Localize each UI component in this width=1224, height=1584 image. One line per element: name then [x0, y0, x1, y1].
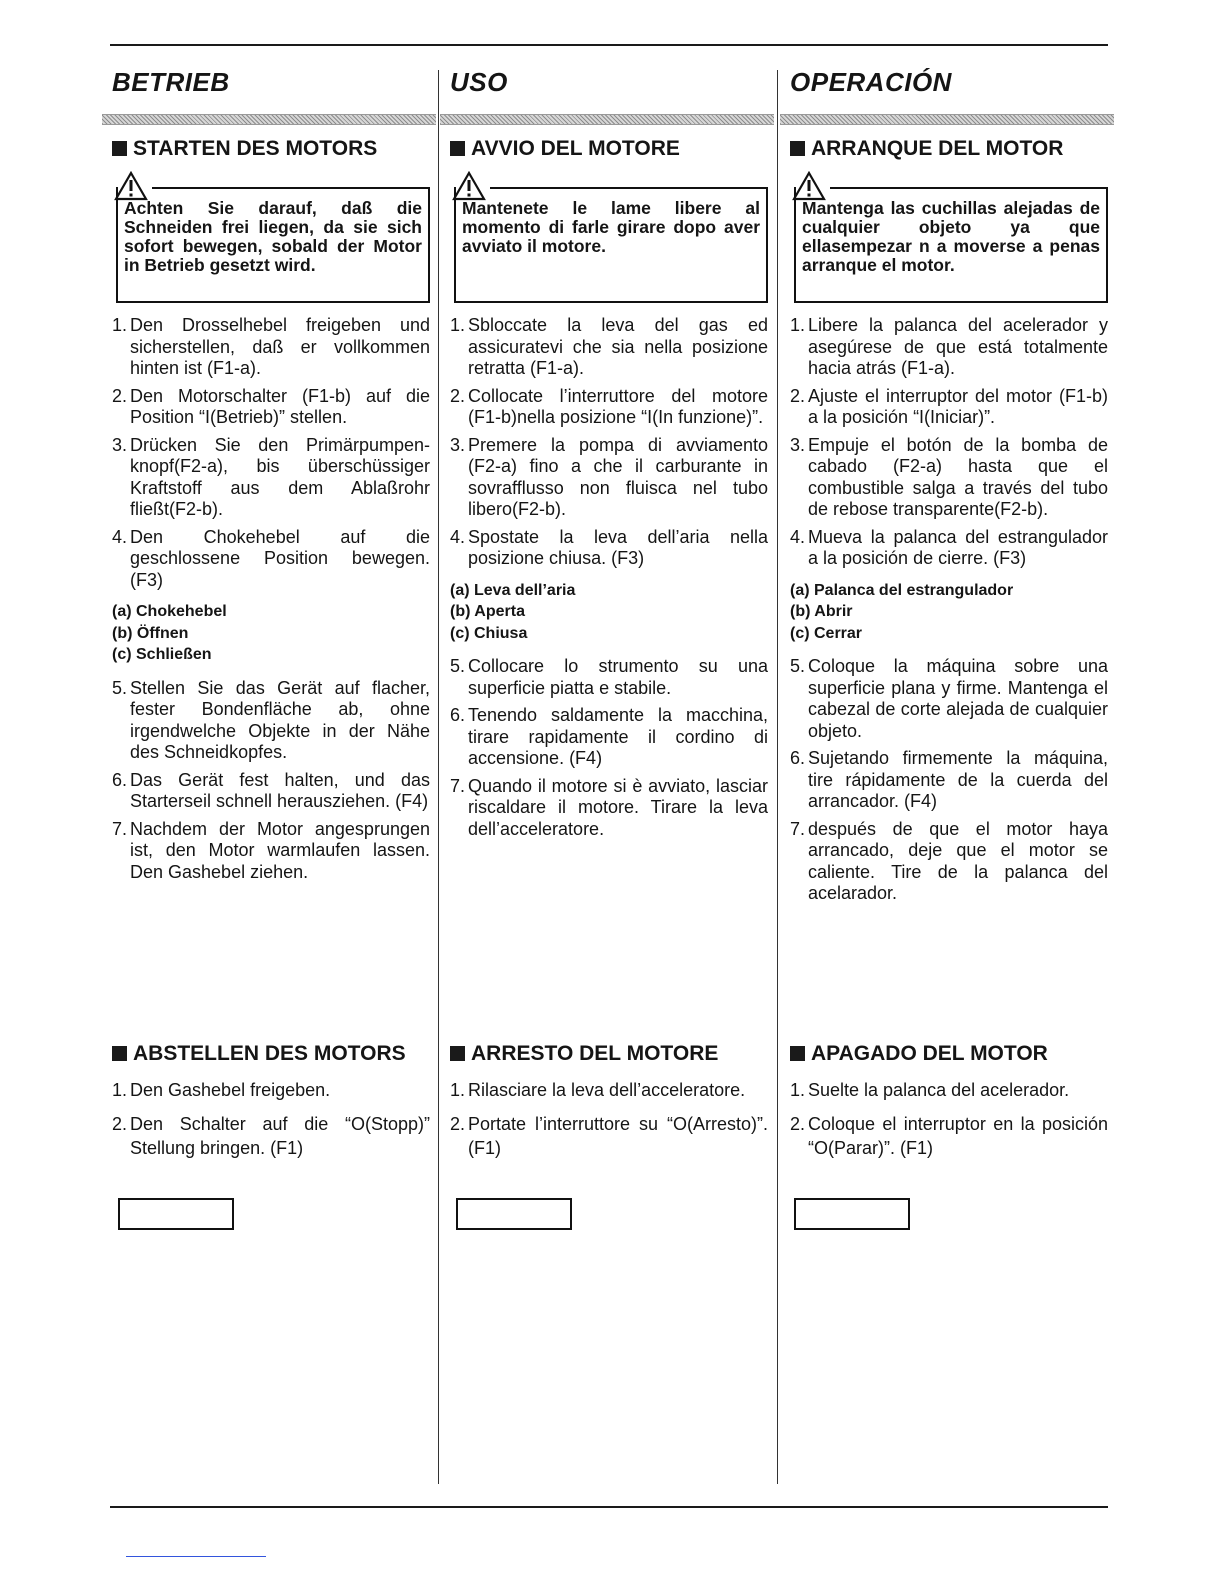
column-italian [450, 62, 768, 840]
list-item: 7. después de que el motor haya arrancado, deje que el motor se caliente. Tire de la palanca del acelarador. [790, 818, 1108, 903]
bottom-rule [110, 1506, 1108, 1508]
legend-item: (a) Leva dell’aria [450, 581, 576, 599]
list-item: 3. Empuje el botón de la bomba de cabado (F2-a) hasta que el combustible salga a través del tubo de rebose transparente(F2-b). [790, 434, 1108, 519]
list-item: 7. Quando il motore si è avviato, lasciar riscaldare il motore. Tirare la leva dell’acceleratore. [450, 775, 768, 839]
column-spanish [790, 62, 1108, 905]
section-heading-start: AVVIO DEL MOTORE [450, 135, 768, 163]
list-item: 6. Sujetando firmemente la máquina, tire rápidamente de la cuerda del arrancador. (F4) [790, 748, 1108, 811]
list-item: 2. Portate l’interruttore su “O(Arresto)”. (F1) [450, 1114, 768, 1158]
list-item: 5. Collocare lo strumento su una superficie piatta e stabile. [450, 656, 768, 698]
section-heading-start: ARRANQUE DEL MOTOR [790, 135, 1108, 163]
empty-frame-box [118, 1198, 234, 1230]
list-item: 4. Mueva la palanca del estrangulador a la posición de cierre. (F3) [790, 526, 1108, 568]
list-item: 1. Den Gashebel freigeben. [112, 1080, 331, 1100]
list-item: 1. Den Drosselhebel freigeben und sicherstellen, daß er vollkommen hinten ist (F1-a). [112, 315, 430, 378]
stop-section-italian [450, 1040, 768, 1160]
top-rule [110, 44, 1108, 46]
stop-steps [450, 1078, 768, 1160]
column-divider [438, 70, 439, 1484]
hatched-divider [102, 114, 436, 125]
legend-item: (a) Chokehebel [112, 603, 227, 620]
list-item: 2. Den Motorschalter (F1-b) auf die Position “I(Betrieb)” stellen. [112, 385, 430, 427]
empty-frame-box [794, 1198, 910, 1230]
warning-panel [450, 171, 768, 303]
start-steps [450, 315, 768, 570]
legend-item: (b) Aperta [450, 603, 525, 620]
legend-item: (b) Öffnen [112, 624, 189, 642]
column-divider [777, 70, 778, 1484]
legend-item: (c) Schließen [112, 646, 212, 663]
list-item: 3. Premere la pompa di avviamento (F2-a) fino a che il carburante in sovrafflusso non fluisca nel tubo libero(F2-b). [450, 434, 768, 519]
stop-section-german [112, 1040, 430, 1160]
list-item: 1. Suelte la palanca del acelerador. [790, 1080, 1070, 1100]
section-heading-start: STARTEN DES MOTORS [112, 135, 430, 163]
footer-link-underline [126, 1556, 266, 1557]
list-item: 4. Spostate la leva dell’aria nella posizione chiusa. (F3) [450, 526, 768, 568]
list-item: 5. Coloque la máquina sobre una superficie plana y firme. Mantenga el cabezal de corte alejada de cualquier objeto. [790, 656, 1108, 741]
column-german [112, 62, 430, 883]
stop-steps [112, 1078, 430, 1160]
list-item: 2. Den Schalter auf die “O(Stopp)” Stellung bringen. (F1) [112, 1114, 430, 1158]
start-steps-continued [450, 656, 768, 840]
list-item: 2. Ajuste el interruptor del motor (F1-b) a la posición “I(Iniciar)”. [790, 385, 1108, 427]
warning-panel [790, 171, 1108, 303]
bullet-square-icon [790, 141, 805, 156]
figure-legend [450, 580, 768, 645]
list-item: 5. Stellen Sie das Gerät auf flacher, fester Bondenfläche ab, ohne irgendwelche Objekte in der Nähe des Schneidkopfes. [112, 677, 430, 762]
warning-text: Achten Sie darauf, daß die Schneiden frei liegen, da sie sich sofort bewegen, sobald der Motor in Betrieb gesetzt wird. [116, 187, 430, 303]
stop-steps [790, 1078, 1108, 1160]
bullet-square-icon [450, 141, 465, 156]
warning-text: Mantenga las cuchillas alejadas de cualquier objeto ya que ellasempezar n a moverse a penas arranque el motor. [794, 187, 1108, 303]
legend-item: (c) Cerrar [790, 624, 863, 642]
list-item: 1. Libere la palanca del acelerador y asegúrese de que está totalmente hacia atrás (F1-a). [790, 315, 1108, 378]
column-title: USO [450, 67, 508, 97]
list-item: 1. Sbloccate la leva del gas ed assicuratevi che sia nella posizione retratta (F1-a). [450, 315, 768, 378]
section-heading-stop: APAGADO DEL MOTOR [790, 1040, 1108, 1068]
legend-item: (c) Chiusa [450, 624, 528, 642]
start-steps [790, 315, 1108, 570]
warning-text: Mantenete le lame libere al momento di farle girare dopo aver avviato il motore. [454, 187, 768, 303]
column-title: BETRIEB [112, 67, 230, 97]
legend-item: (a) Palanca del estrangulador [790, 581, 1014, 599]
section-heading-stop: ARRESTO DEL MOTORE [450, 1040, 768, 1068]
start-steps-continued [790, 656, 1108, 905]
figure-legend [790, 580, 1108, 645]
figure-legend [112, 601, 430, 666]
list-item: 6. Tenendo saldamente la macchina, tirare rapidamente il cordino di accensione. (F4) [450, 705, 768, 768]
list-item: 3. Drücken Sie den Primärpumpen-knopf(F2-a), bis überschüssiger Kraftstoff aus dem Ablaßrohr fließt(F2-b). [112, 434, 430, 519]
empty-frame-box [456, 1198, 572, 1230]
start-steps-continued [112, 678, 430, 884]
start-steps [112, 315, 430, 591]
bullet-square-icon [112, 1046, 127, 1061]
bullet-square-icon [790, 1046, 805, 1061]
hatched-divider [440, 114, 774, 125]
section-heading-stop: ABSTELLEN DES MOTORS [112, 1040, 430, 1068]
list-item: 4. Den Chokehebel auf die geschlossene Position bewegen. (F3) [112, 526, 430, 590]
bullet-square-icon [450, 1046, 465, 1061]
list-item: 6. Das Gerät fest halten, und das Starterseil schnell herausziehen. (F4) [112, 769, 430, 811]
list-item: 2. Coloque el interruptor en la posición “O(Parar)”. (F1) [790, 1114, 1108, 1158]
warning-panel [112, 171, 430, 303]
hatched-divider [780, 114, 1114, 125]
list-item: 2. Collocate l’interruttore del motore (F1-b)nella posizione “I(In funzione)”. [450, 385, 768, 427]
stop-section-spanish [790, 1040, 1108, 1160]
bullet-square-icon [112, 141, 127, 156]
column-title: OPERACIÓN [790, 67, 952, 97]
list-item: 1. Rilasciare la leva dell’acceleratore. [450, 1080, 746, 1100]
legend-item: (b) Abrir [790, 603, 853, 620]
list-item: 7. Nachdem der Motor angesprungen ist, den Motor warmlaufen lassen. Den Gashebel ziehen. [112, 818, 430, 882]
